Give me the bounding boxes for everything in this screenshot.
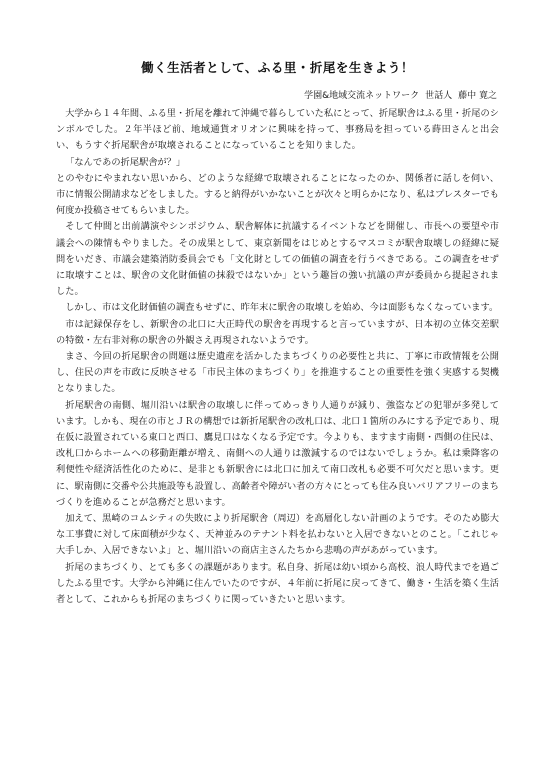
paragraph-4: しかし、市は文化財価値の調査もせずに、昨年末に駅舎の取壊しを始め、今は面影もなくなっています。 xyxy=(65,302,499,314)
paragraph-2: とのやむにやまれない思いから、どのような経緯で取壊されることになったのか、関係者に話しを伺い、市に情報公開請求などをしました。すると納得がいかないことが次々と明らかになり、私はプレスターでも何度か投稿させてもらいました。 xyxy=(56,172,499,217)
paragraph-5: 市は記録保存をし、新駅舎の北口に大正時代の駅舎を再現すると言っていますが、日本初の立体交差駅の特徴・左右非対称の駅舎の外観さえ再現されないようです。 xyxy=(56,318,499,346)
author-line xyxy=(56,88,499,101)
author-org: 学園&地域交流ネットワーク xyxy=(304,91,420,101)
paragraph-3: そして仲間と出前講演やシンポジウム、駅舎解体に抗議するイベントなどを開催し、市長への要望や市議会への陳情もやりました。その成果として、東京新聞をはじめとするマスコミが駅舎取壊しの経緯に疑問をいだき、市議会建築消防委員会でも「文化財としての価値の調査を行うべきである。この調査をせずに取壊すことは、駅舎の文化財価値の抹殺ではないか」という趣旨の強い抗議の声が委員から提起されました。 xyxy=(56,221,499,298)
document-page xyxy=(56,58,499,608)
author-role: 世話人 xyxy=(425,91,453,101)
paragraph-7: 折尾駅舎の南側、堀川沿いは駅舎の取壊しに伴ってめっきり人通りが減り、強盗などの犯罪が多発しています。しかも、現在の市とＪＲの構想では新折尾駅舎の改札口は、北口１箇所のみにする予定であり、現在仮に設置されている東口と西口、鷹見口はなくなる予定です。今よりも、ますます南側・西側の住民は、改札口からホームへの移動距離が増え、南側への人通りは激減するのではないでしょうか。私は乗降客の利便性や経済活性化のために、是非とも新駅舎には北口に加えて南口改札も必要不可欠だと思います。更に、駅南側に交番や公共施設等も設置し、高齢者や障がい者の方々にとっても住み良いバリアフリーのまちづくりを進めることが急務だと思います。 xyxy=(56,399,499,508)
paragraph-1: 大学から１４年間、ふる里・折尾を離れて沖縄で暮らしていた私にとって、折尾駅舎はふる里・折尾のシンボルでした。２年半ほど前、地域通貨オリオンに興味を持って、事務局を担っている蒔田さんと出会い、もうすぐ折尾駅舎が取壊されることになっていることを知りました。 xyxy=(56,108,499,152)
document-title: 働く生活者として、ふる里・折尾を生きよう！ xyxy=(141,60,414,75)
author-name: 藤中 寛之 xyxy=(458,91,497,101)
paragraph-6: まさ、今回の折尾駅舎の問題は歴史遺産を活かしたまちづくりの必要性と共に、丁寧に市政情報を公開し、住民の声を市政に反映させる「市民主体のまちづくり」を推進することの重要性を強く実感する契機となりました。 xyxy=(56,351,499,395)
paragraph-8: 加えて、黒崎のコムシティの失敗により折尾駅舎（周辺）を高層化しない計画のようです。そのため膨大な工事費に対して床面積が少なく、天神並みのテナント料を払わないと入居できないとのこと。「これじゃ大手しか、入居できないよ」と、堀川沿いの商店主さんたちから悲鳴の声があがっています。 xyxy=(56,513,499,557)
paragraph-quote: 「なんであの折尾駅舎が？」 xyxy=(65,156,186,168)
paragraph-9: 折尾のまちづくり、とても多くの課題があります。私自身、折尾は幼い頃から高校、浪人時代までを過ごしたふる里です。大学から沖縄に住んでいたのですが、４年前に折尾に戻ってきて、働き・生活を築く生活者として、これからも折尾のまちづくりに関っていきたいと思います。 xyxy=(56,561,499,606)
